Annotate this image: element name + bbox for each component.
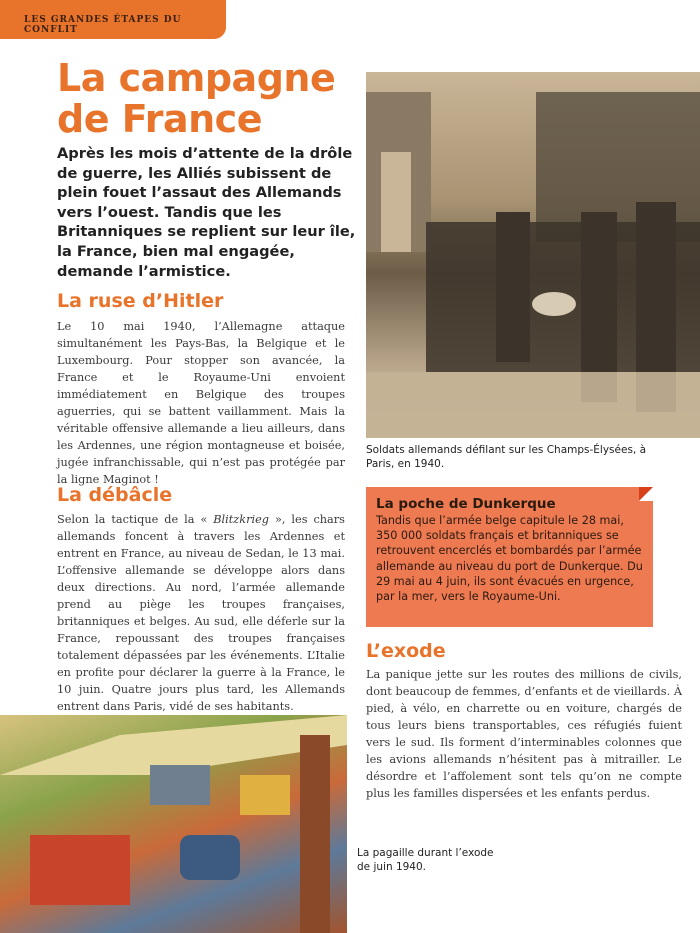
- photo-champs-elysees: [366, 72, 700, 438]
- box-title: La poche de Dunkerque: [376, 496, 556, 512]
- text-part: », les chars allemands foncent à travers les Ardennes et entrent en France, au niveau de Sedan, le 13 mai. L’offensive allemande se développe alors dans deux directions. Au nord, l’armée allemande prend au piège les troupes françaises, britanniques et belges. Au sud, elle déferle sur la France, repoussant des troupes françaises totalement dépassées par les événements. L’Italie en profite pour déclarer la guerre à la France, le 10 juin. Quatre jours plus tard, les Allemands entrent dans Paris, vidé de ses habitants.: [57, 513, 345, 713]
- heading-ruse: La ruse d’Hitler: [57, 290, 224, 312]
- photo-soldiers-parade: [366, 72, 700, 438]
- dunkerque-box: [366, 487, 653, 627]
- box-text: Tandis que l’armée belge capitule le 28 mai, 350 000 soldats français et britanniques se retrouvent encerclés et bombardés par l’armée allemande au niveau du port de Dunkerque. Du 29 mai au 4 juin, ils sont évacués en urgence, par la mer, vers le Royaume-Uni.: [376, 514, 643, 604]
- text-ruse: Le 10 mai 1940, l’Allemagne attaque simultanément les Pays-Bas, la Belgique et le Luxembourg. Pour stopper son avancée, la France et le Royaume-Uni envoient immédiatement en Belgique des troupes aguerries, qui se battent vaillamment. Mais la véritable offensive allemande a lieu ailleurs, dans les Ardennes, une région montagneuse et boisée, jugée infranchissable, qui n’est pas protégée par la ligne Maginot !: [57, 320, 345, 486]
- section-label: LES GRANDES ÉTAPES DU CONFLIT: [24, 15, 182, 35]
- page-title: La campagne de France: [57, 56, 336, 141]
- heading-debacle: La débâcle: [57, 484, 173, 506]
- caption-photo: Soldats allemands défilant sur les Champs-Élysées, à Paris, en 1940.: [366, 444, 647, 470]
- text-italic: Blitzkrieg: [213, 513, 270, 526]
- caption-illustration: La pagaille durant l’exode de juin 1940.: [357, 847, 494, 873]
- illustration-traffic: [0, 715, 347, 933]
- section-tab: [0, 0, 226, 39]
- text-part: Selon la tactique de la «: [57, 513, 214, 526]
- text-exode: La panique jette sur les routes des millions de civils, dont beaucoup de femmes, d’enfants et de vieillards. À pied, à vélo, en charrette ou en voiture, chargés de tous leurs biens transportables, ces réfugiés fuient vers le sud. Ils forment d’interminables colonnes que les avions allemands n’hésitent pas à mitrailler. Le désordre et l’affolement sont tels qu’on ne compte plus les familles dispersées et les enfants perdus.: [366, 668, 682, 800]
- folded-corner-icon: [639, 487, 653, 501]
- heading-exode: L’exode: [366, 640, 446, 662]
- text-debacle: [57, 511, 345, 715]
- illustration-exode: [0, 715, 347, 933]
- lead-paragraph: Après les mois d’attente de la drôle de guerre, les Alliés subissent de plein fouet l’assaut des Allemands vers l’ouest. Tandis que les Britanniques se replient sur leur île, la France, bien mal engagée, demande l’armistice.: [57, 145, 356, 280]
